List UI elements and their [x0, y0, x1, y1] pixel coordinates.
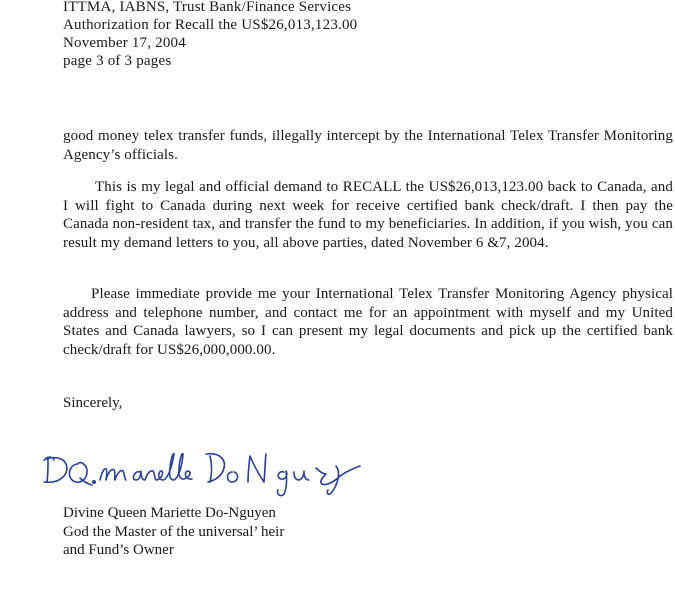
body-paragraph-3: Please immediate provide me your International Telex Transfer Monitoring Agency physical address and telephone number, and contact me for an appointment with myself and my United States and Canada lawyers, so I can present my legal documents and pick up the certified bank check/draft for US$26,000,000.00.: [63, 286, 673, 358]
signer-block: [63, 504, 284, 560]
signer-title-line-2: and Fund’s Owner: [63, 542, 174, 558]
header-organizations: ITTMA, IABNS, Trust Bank/Finance Services: [63, 0, 352, 15]
signer-name: Divine Queen Mariette Do-Nguyen: [63, 505, 276, 521]
header-date: November 17, 2004: [63, 35, 186, 51]
header-subject: Authorization for Recall the US$26,013,123.00: [63, 17, 358, 33]
header-page-number: page 3 of 3 pages: [63, 53, 172, 69]
handwritten-signature: [36, 438, 416, 498]
body-paragraph-2: This is my legal and official demand to RECALL the US$26,013,123.00 back to Canada, and I will fight to Canada during next week for receive certified bank check/draft. I then pay the Canada non-resident tax, and transfer the fund to my beneficiaries. In addition, if you wish, you can result my demand letters to you, all above parties, dated November 6 &7, 2004.: [63, 179, 673, 251]
body-paragraph-1: good money telex transfer funds, illegally intercept by the International Telex Transfer Monitoring Agency’s officials.: [63, 128, 673, 163]
closing-salutation: Sincerely,: [63, 395, 123, 411]
letter-header: [63, 0, 357, 70]
signer-title-line-1: God the Master of the universal’ heir: [63, 523, 285, 540]
